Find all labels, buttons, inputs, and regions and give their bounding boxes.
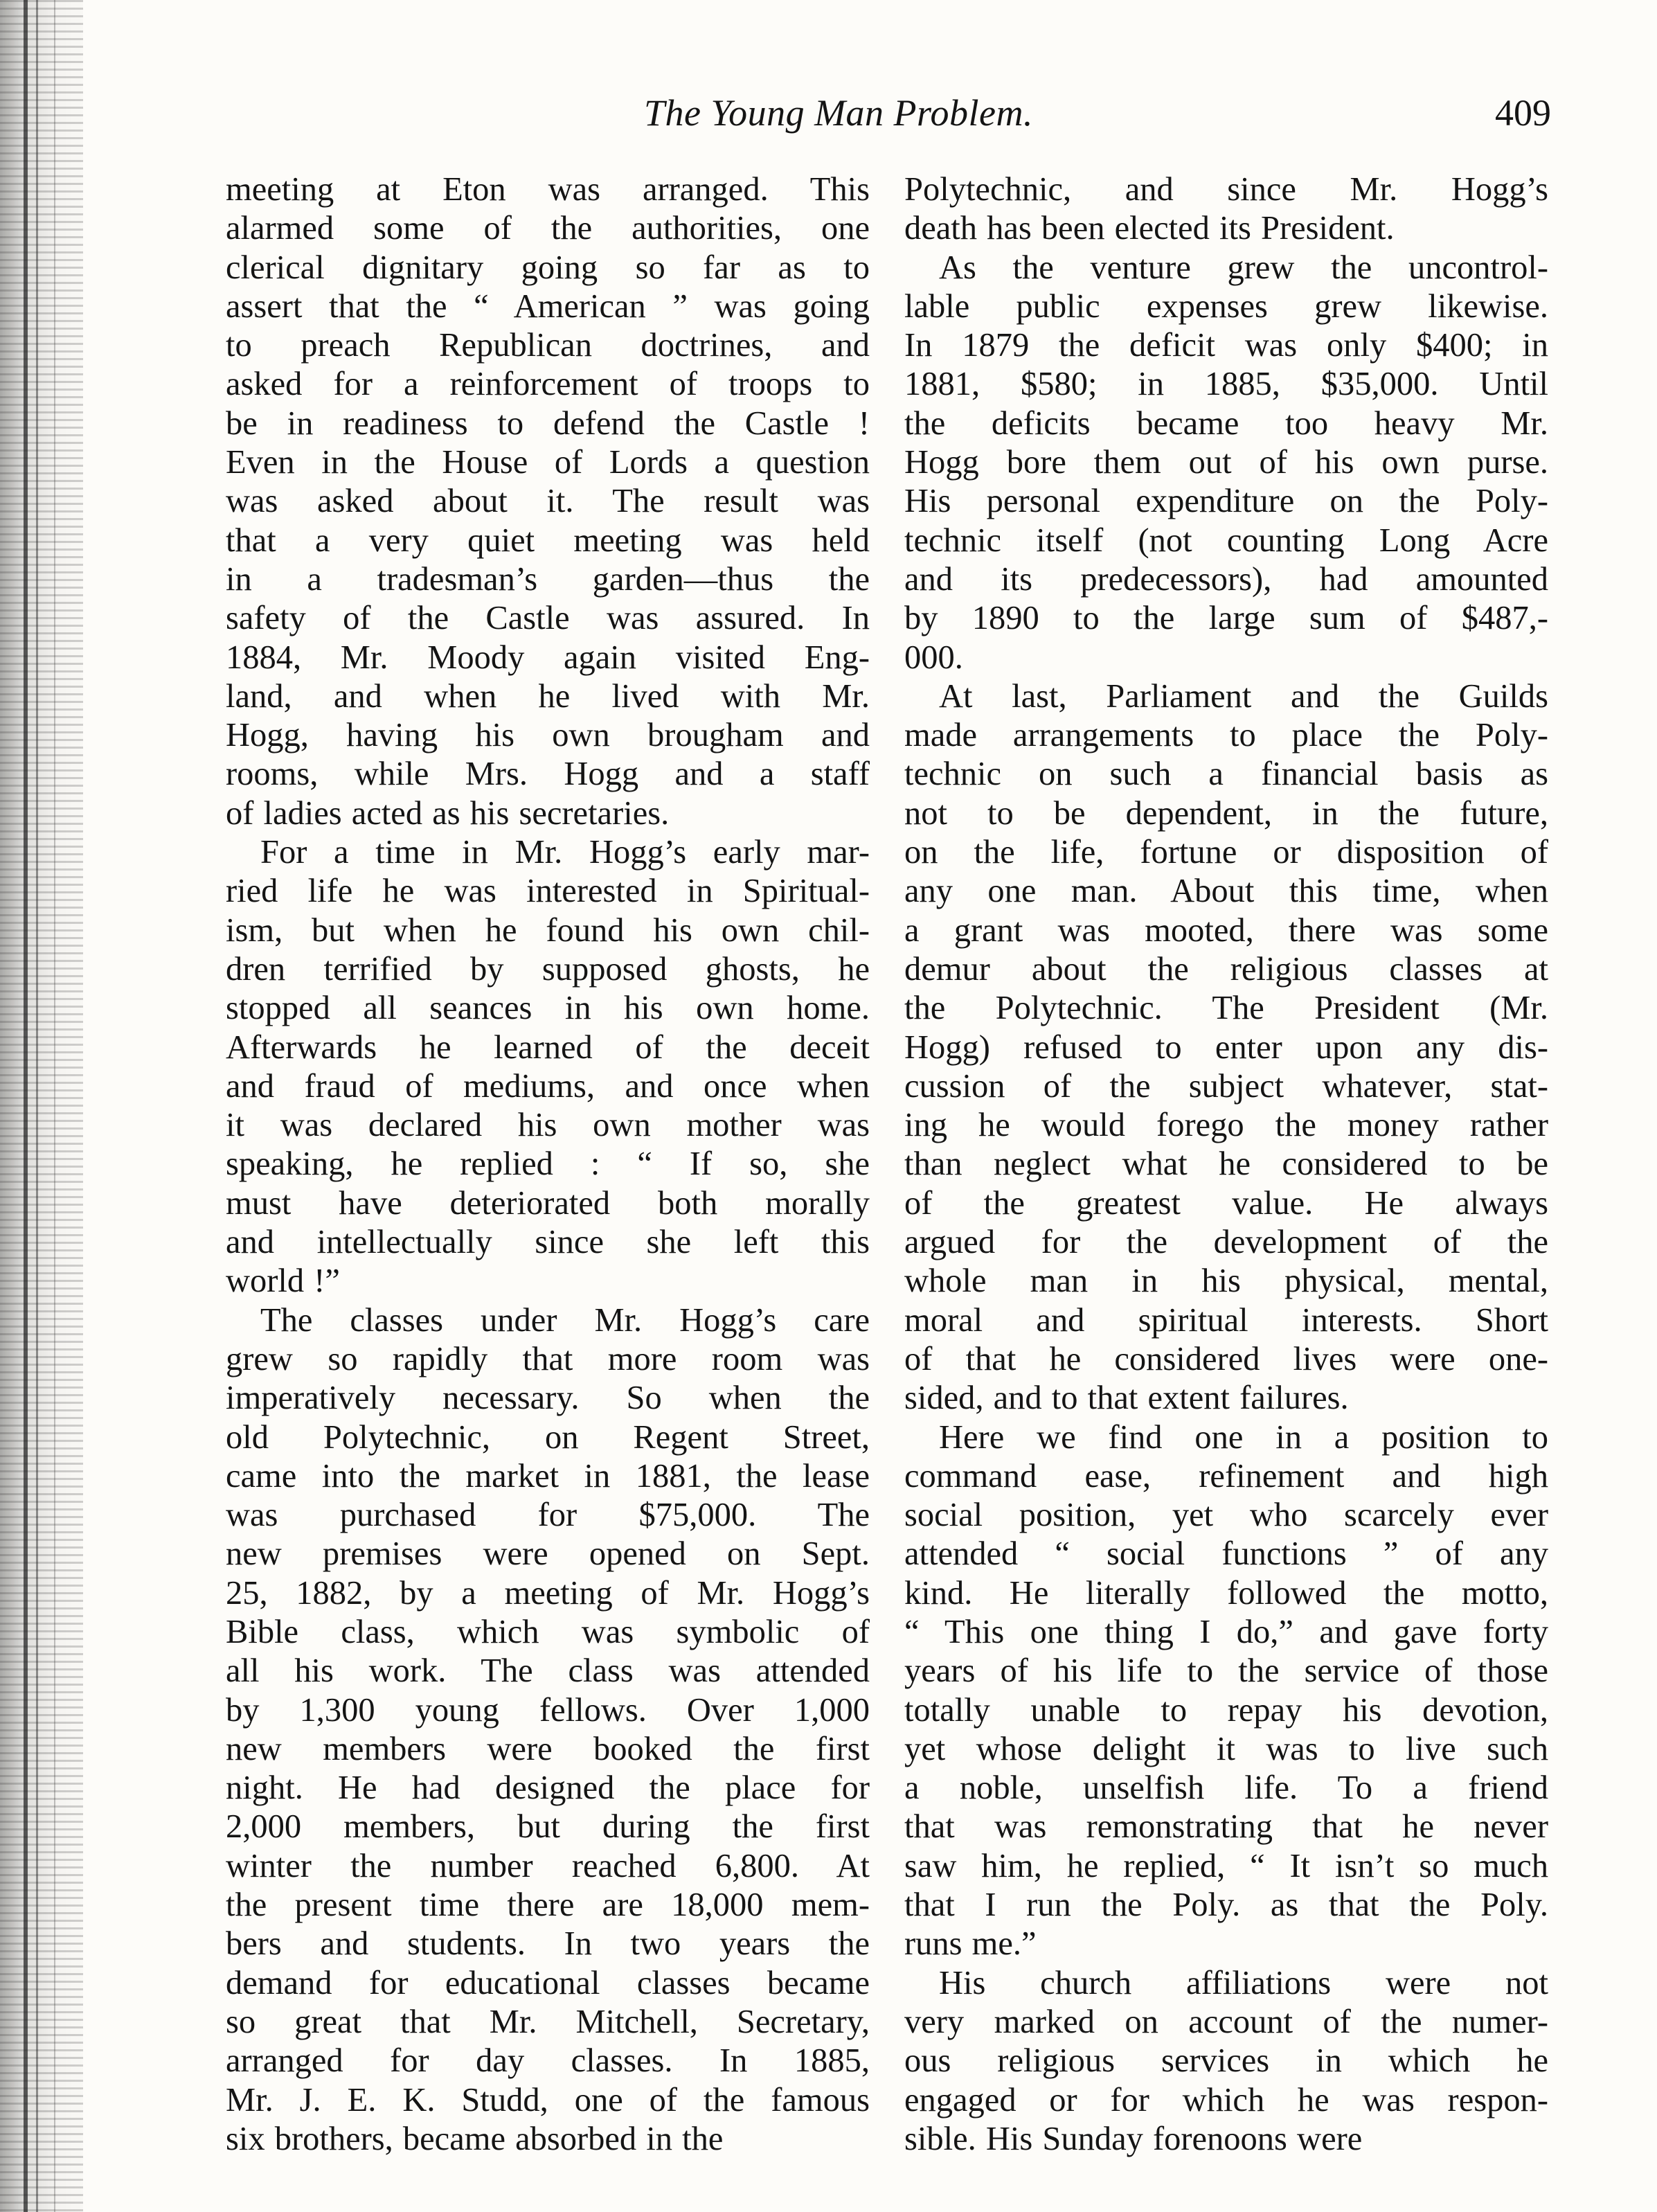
text-line: demur about the religious classes at: [904, 950, 1548, 988]
text-line: must have deteriorated both morally: [226, 1184, 870, 1222]
text-line: yet whose delight it was to live such: [904, 1730, 1548, 1767]
text-line: 000.: [904, 639, 963, 676]
text-line: the present time there are 18,000 mem-: [226, 1887, 870, 1924]
text-line: moral and spiritual interests. Short: [904, 1301, 1548, 1339]
scan-gutter-line: [36, 0, 38, 2212]
text-line: technic itself (not counting Long Acre: [904, 521, 1548, 559]
right-column: [904, 170, 1548, 2159]
text-line: that a very quiet meeting was held: [226, 521, 870, 559]
text-line: saw him, he replied, “ It isn’t so much: [904, 1847, 1548, 1884]
page-number: 409: [1495, 92, 1551, 134]
text-line: As the venture grew the uncontrol-: [939, 249, 1548, 286]
scan-gutter-shadow: [0, 0, 83, 2212]
text-line: and fraud of mediums, and once when: [226, 1067, 870, 1105]
text-line: world !”: [226, 1263, 340, 1300]
text-line: winter the number reached 6,800. At: [226, 1847, 870, 1884]
text-line: assert that the “ American ” was going: [226, 287, 870, 325]
text-line: the deficits became too heavy Mr.: [904, 404, 1548, 442]
text-line: asked for a reinforcement of troops to: [226, 366, 870, 403]
text-line: His church affiliations were not: [939, 1964, 1548, 2001]
text-line: and its predecessors), had amounted: [904, 560, 1548, 598]
text-line: new premises were opened on Sept.: [226, 1535, 870, 1573]
text-line: of that he considered lives were one-: [904, 1340, 1548, 1377]
text-line: cussion of the subject whatever, stat-: [904, 1067, 1548, 1105]
text-line: runs me.”: [904, 1925, 1037, 1963]
text-line: be in readiness to defend the Castle !: [226, 404, 870, 442]
text-line: totally unable to repay his devotion,: [904, 1691, 1548, 1729]
text-line: ried life he was interested in Spiritual-: [226, 873, 870, 910]
text-line: Even in the House of Lords a question: [226, 444, 870, 481]
left-column: [226, 170, 870, 2159]
text-line: any one man. About this time, when: [904, 873, 1548, 910]
text-line: Polytechnic, and since Mr. Hogg’s: [904, 171, 1548, 208]
text-line: was asked about it. The result was: [226, 483, 870, 520]
text-line: kind. He literally followed the motto,: [904, 1574, 1548, 1612]
text-line: demand for educational classes became: [226, 1964, 870, 2001]
text-line: in a tradesman’s garden—thus the: [226, 560, 870, 598]
text-line: Hogg, having his own brougham and: [226, 717, 870, 754]
text-line: that I run the Poly. as that the Poly.: [904, 1887, 1548, 1924]
text-line: command ease, refinement and high: [904, 1457, 1548, 1495]
text-line: attended “ social functions ” of any: [904, 1535, 1548, 1573]
text-line: 25, 1882, by a meeting of Mr. Hogg’s: [226, 1574, 870, 1612]
text-line: Hogg bore them out of his own purse.: [904, 444, 1548, 481]
text-line: of the greatest value. He always: [904, 1184, 1548, 1222]
text-line: technic on such a financial basis as: [904, 756, 1548, 793]
text-line: sided, and to that extent failures.: [904, 1380, 1349, 1417]
text-line: 1884, Mr. Moody again visited Eng-: [226, 639, 870, 676]
text-line: engaged or for which he was respon-: [904, 2081, 1548, 2119]
text-line: Hogg) refused to enter upon any dis-: [904, 1028, 1548, 1066]
text-line: by 1,300 young fellows. Over 1,000: [226, 1691, 870, 1729]
scan-gutter-line: [54, 0, 55, 2212]
text-line: bers and students. In two years the: [226, 1925, 870, 1963]
text-line: it was declared his own mother was: [226, 1107, 870, 1144]
text-line: a noble, unselfish life. To a friend: [904, 1769, 1548, 1807]
text-line: dren terrified by supposed ghosts, he: [226, 950, 870, 988]
text-line: and intellectually since she left this: [226, 1224, 870, 1261]
text-line: six brothers, became absorbed in the: [226, 2120, 724, 2157]
text-line: His personal expenditure on the Poly-: [904, 483, 1548, 520]
text-line: arranged for day classes. In 1885,: [226, 2042, 870, 2080]
text-line: a grant was mooted, there was some: [904, 911, 1548, 949]
text-line: death has been elected its President.: [904, 210, 1395, 247]
text-line: the Polytechnic. The President (Mr.: [904, 990, 1548, 1027]
text-line: Mr. J. E. K. Studd, one of the famous: [226, 2081, 870, 2119]
text-line: alarmed some of the authorities, one: [226, 210, 870, 247]
text-line: very marked on account of the numer-: [904, 2003, 1548, 2040]
text-line: that was remonstrating that he never: [904, 1808, 1548, 1846]
text-line: 2,000 members, but during the first: [226, 1808, 870, 1846]
text-line: Afterwards he learned of the deceit: [226, 1028, 870, 1066]
text-line: by 1890 to the large sum of $487,-: [904, 600, 1548, 637]
text-line: came into the market in 1881, the lease: [226, 1457, 870, 1495]
text-line: stopped all seances in his own home.: [226, 990, 870, 1027]
text-line: land, and when he lived with Mr.: [226, 677, 870, 715]
text-line: made arrangements to place the Poly-: [904, 717, 1548, 754]
text-line: speaking, he replied : “ If so, she: [226, 1145, 870, 1183]
text-line: not to be dependent, in the future,: [904, 794, 1548, 832]
running-title: The Young Man Problem.: [644, 92, 1034, 134]
text-line: old Polytechnic, on Regent Street,: [226, 1418, 870, 1456]
text-line: to preach Republican doctrines, and: [226, 327, 870, 364]
text-line: Bible class, which was symbolic of: [226, 1613, 870, 1650]
text-line: new members were booked the first: [226, 1730, 870, 1767]
text-line: The classes under Mr. Hogg’s care: [260, 1301, 870, 1339]
text-line: ing he would forego the money rather: [904, 1107, 1548, 1144]
text-line: clerical dignitary going so far as to: [226, 249, 870, 286]
text-line: lable public expenses grew likewise.: [904, 287, 1548, 325]
text-line: social position, yet who scarcely ever: [904, 1497, 1548, 1534]
text-line: imperatively necessary. So when the: [226, 1380, 870, 1417]
text-line: sible. His Sunday forenoons were: [904, 2120, 1363, 2157]
text-line: ism, but when he found his own chil-: [226, 911, 870, 949]
text-line: meeting at Eton was arranged. This: [226, 171, 870, 208]
text-line: was purchased for $75,000. The: [226, 1497, 870, 1534]
text-line: of ladies acted as his secretaries.: [226, 794, 670, 832]
text-line: years of his life to the service of those: [904, 1652, 1548, 1690]
text-line: than neglect what he considered to be: [904, 1145, 1548, 1183]
text-line: “ This one thing I do,” and gave forty: [904, 1613, 1548, 1650]
text-line: whole man in his physical, mental,: [904, 1263, 1548, 1300]
scan-gutter-line: [24, 0, 28, 2212]
text-line: In 1879 the deficit was only $400; in: [904, 327, 1548, 364]
text-line: At last, Parliament and the Guilds: [939, 677, 1548, 715]
text-line: on the life, fortune or disposition of: [904, 834, 1548, 871]
text-line: so great that Mr. Mitchell, Secretary,: [226, 2003, 870, 2040]
text-line: grew so rapidly that more room was: [226, 1340, 870, 1377]
text-line: night. He had designed the place for: [226, 1769, 870, 1807]
text-line: 1881, $580; in 1885, $35,000. Until: [904, 366, 1548, 403]
text-line: For a time in Mr. Hogg’s early mar-: [260, 834, 870, 871]
text-line: all his work. The class was attended: [226, 1652, 870, 1690]
text-line: Here we find one in a position to: [939, 1418, 1548, 1456]
running-header: [222, 91, 1551, 147]
text-line: argued for the development of the: [904, 1224, 1548, 1261]
text-line: safety of the Castle was assured. In: [226, 600, 870, 637]
text-line: rooms, while Mrs. Hogg and a staff: [226, 756, 870, 793]
text-line: ous religious services in which he: [904, 2042, 1548, 2080]
